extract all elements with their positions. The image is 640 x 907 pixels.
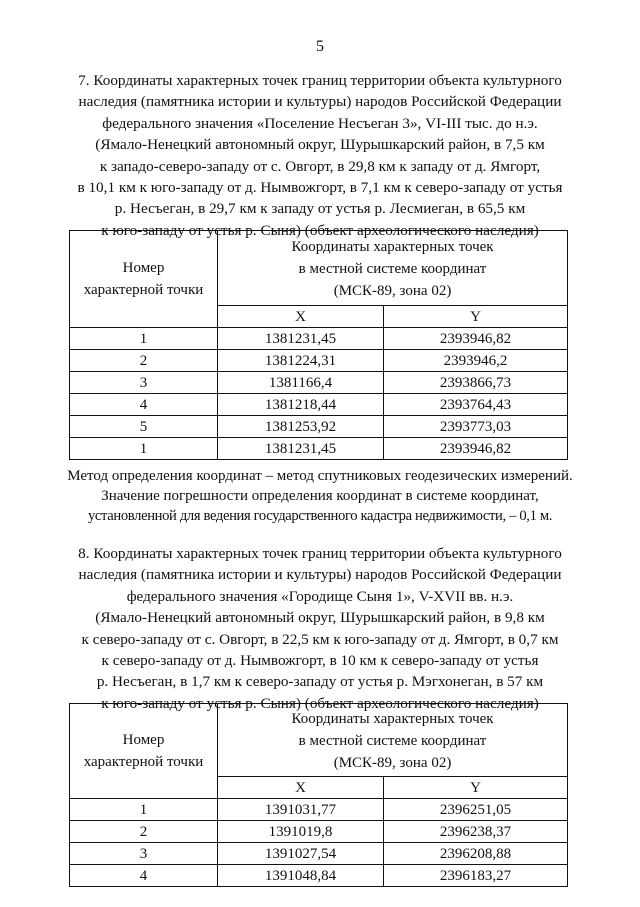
- table-row: [70, 328, 568, 350]
- heading-line: 8. Координаты характерных точек границ территории объекта культурного: [78, 545, 562, 562]
- x-coordinate-cell: 1381166,4: [218, 372, 384, 394]
- heading-line: наследия (памятника истории и культуры) народов Российской Федерации: [78, 566, 562, 584]
- point-number-cell: 1: [70, 438, 218, 460]
- heading-line: к юго-западу от устья р. Сыня) (объект археологического наследия): [101, 221, 539, 239]
- header-line: Координаты характерных точек: [291, 239, 494, 255]
- coordinate-system-header: [218, 704, 568, 777]
- x-coordinate-cell: 1381224,31: [218, 350, 384, 372]
- header-line: Номер: [122, 732, 165, 748]
- x-coordinate-cell: 1391048,84: [218, 865, 384, 887]
- coordinates-table-section-8: [69, 703, 568, 887]
- point-number-cell: 4: [70, 394, 218, 416]
- page-number: 5: [316, 38, 324, 55]
- y-coordinate-cell: 2393946,82: [384, 328, 568, 350]
- x-coordinate-cell: 1391027,54: [218, 843, 384, 865]
- table-row: [70, 438, 568, 460]
- x-coordinate-cell: 1381231,45: [218, 328, 384, 350]
- x-column-header: X: [218, 777, 384, 799]
- method-note: [40, 466, 600, 526]
- section-8-heading: [60, 543, 580, 714]
- header-line: Координаты характерных точек: [291, 711, 494, 727]
- header-line: Номер: [122, 260, 165, 276]
- y-coordinate-cell: 2393764,43: [384, 394, 568, 416]
- header-line: (МСК-89, зона 02): [333, 755, 452, 771]
- point-number-cell: 1: [70, 799, 218, 821]
- heading-line: в 10,1 км к юго-западу от д. Нымвожгорт, в 7,1 км к северо-западу от устья: [77, 179, 563, 197]
- table-row: [70, 799, 568, 821]
- x-coordinate-cell: 1391031,77: [218, 799, 384, 821]
- x-coordinate-cell: 1381253,92: [218, 416, 384, 438]
- heading-line: (Ямало-Ненецкий автономный округ, Шурышкарский район, в 7,5 км: [95, 136, 545, 154]
- point-number-header: [70, 231, 218, 328]
- coordinate-system-header: [218, 231, 568, 306]
- y-coordinate-cell: 2393773,03: [384, 416, 568, 438]
- y-coordinate-cell: 2396251,05: [384, 799, 568, 821]
- heading-line: к северо-западу от д. Нымвожгорт, в 10 км к северо-западу от устья: [101, 652, 539, 670]
- heading-line: федерального значения «Городище Сыня 1», V-XVII вв. н.э.: [126, 587, 514, 605]
- heading-line: 7. Координаты характерных точек границ территории объекта культурного: [78, 72, 562, 89]
- point-number-cell: 3: [70, 372, 218, 394]
- x-column-header: X: [218, 306, 384, 328]
- table-row: [70, 821, 568, 843]
- point-number-cell: 1: [70, 328, 218, 350]
- table-row: [70, 372, 568, 394]
- heading-line: к северо-западу от с. Овгорт, в 22,5 км к юго-западу от д. Ямгорт, в 0,7 км: [81, 630, 559, 648]
- point-number-cell: 3: [70, 843, 218, 865]
- point-number-header: [70, 704, 218, 799]
- header-line: в местной системе координат: [298, 733, 487, 749]
- section-7-heading: [60, 70, 580, 241]
- y-coordinate-cell: 2393866,73: [384, 372, 568, 394]
- heading-line: (Ямало-Ненецкий автономный округ, Шурышкарский район, в 9,8 км: [95, 609, 545, 627]
- y-coordinate-cell: 2393946,2: [384, 350, 568, 372]
- heading-line: р. Несъеган, в 29,7 км к западу от устья р. Лесмиеган, в 65,5 км: [114, 200, 526, 218]
- table-row: [70, 865, 568, 887]
- header-line: характерной точки: [83, 754, 204, 770]
- point-number-cell: 5: [70, 416, 218, 438]
- heading-line: к западо-северо-западу от с. Овгорт, в 29,8 км к западу от д. Ямгорт,: [99, 157, 541, 175]
- heading-line: наследия (памятника истории и культуры) народов Российской Федерации: [78, 93, 562, 111]
- accuracy-line: установленной для ведения государственного кадастра недвижимости, – 0,1 м.: [87, 508, 553, 524]
- x-coordinate-cell: 1381231,45: [218, 438, 384, 460]
- table-row: [70, 843, 568, 865]
- header-line: в местной системе координат: [298, 261, 487, 277]
- y-coordinate-cell: 2396208,88: [384, 843, 568, 865]
- header-line: (МСК-89, зона 02): [333, 283, 452, 299]
- y-coordinate-cell: 2396238,37: [384, 821, 568, 843]
- heading-line: федерального значения «Поселение Несъеган 3», VI-III тыс. до н.э.: [102, 114, 538, 132]
- table-row: [70, 394, 568, 416]
- method-line: Метод определения координат – метод спутниковых геодезических измерений.: [67, 468, 573, 484]
- y-column-header: Y: [384, 777, 568, 799]
- x-coordinate-cell: 1391019,8: [218, 821, 384, 843]
- heading-line: к юго-западу от устья р. Сыня) (объект археологического наследия): [101, 694, 539, 712]
- heading-line: р. Несъеган, в 1,7 км к северо-западу от устья р. Мэгхонеган, в 57 км: [96, 673, 544, 691]
- y-column-header: Y: [384, 306, 568, 328]
- accuracy-line: Значение погрешности определения координат в системе координат,: [101, 488, 539, 504]
- point-number-cell: 2: [70, 821, 218, 843]
- header-line: характерной точки: [83, 282, 204, 298]
- table-row: [70, 416, 568, 438]
- x-coordinate-cell: 1381218,44: [218, 394, 384, 416]
- y-coordinate-cell: 2396183,27: [384, 865, 568, 887]
- y-coordinate-cell: 2393946,82: [384, 438, 568, 460]
- table-row: [70, 350, 568, 372]
- point-number-cell: 4: [70, 865, 218, 887]
- coordinates-table-section-7: [69, 230, 568, 460]
- point-number-cell: 2: [70, 350, 218, 372]
